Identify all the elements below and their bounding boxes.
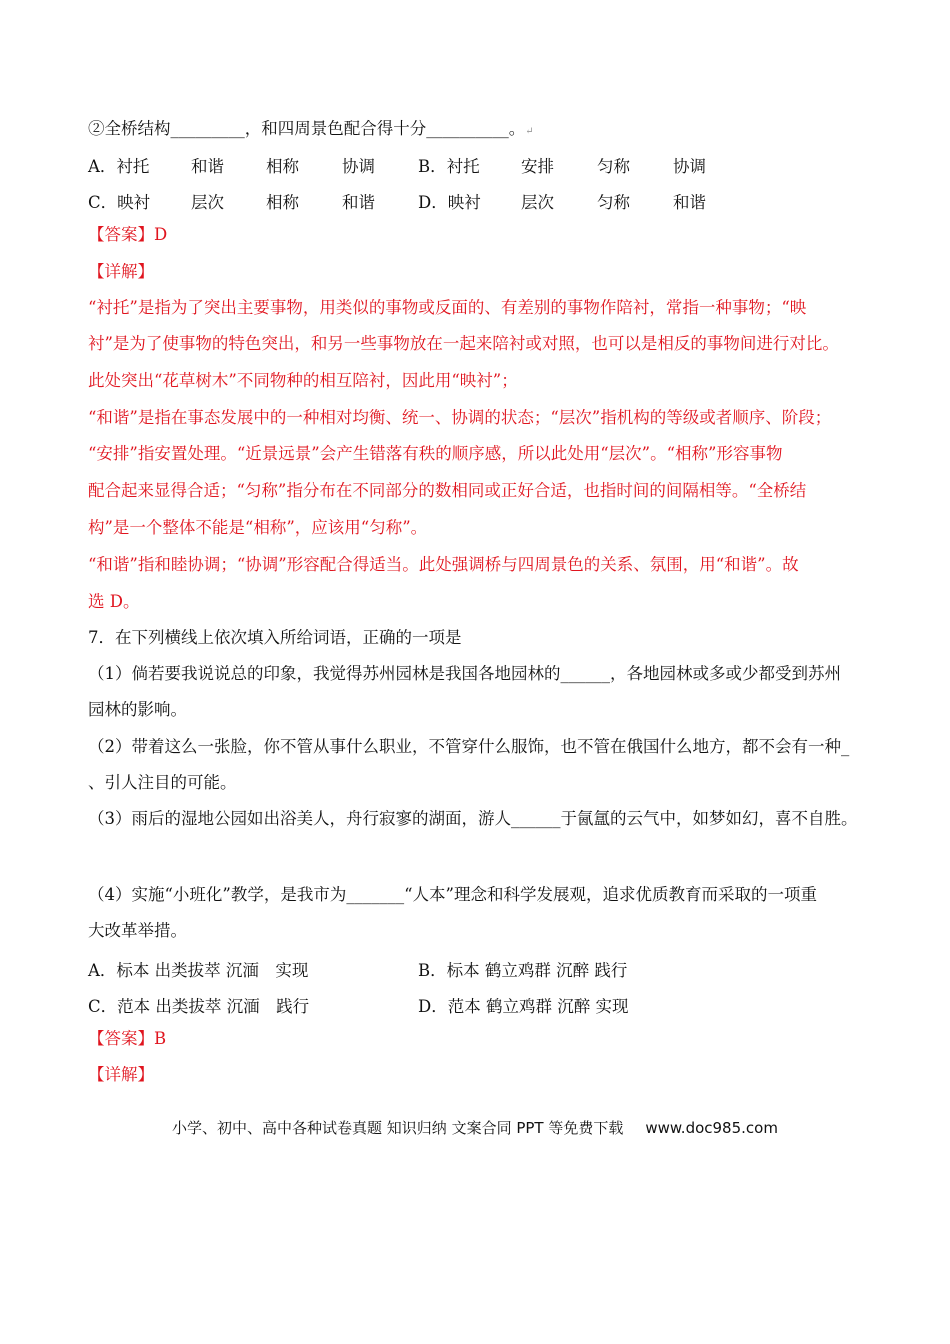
footer-text: 小学、初中、高中各种试卷真题 知识归纳 文案合同 PPT 等免费下载 bbox=[172, 1119, 624, 1137]
answer-7: 【答案】B bbox=[88, 1029, 167, 1048]
option-b-word: 匀称 bbox=[597, 157, 630, 176]
question-7-item: 大改革举措。 bbox=[88, 921, 187, 940]
option-c-word: 和谐 bbox=[342, 193, 375, 212]
question-7-stem: 7．在下列横线上依次填入所给词语，正确的一项是 bbox=[88, 628, 462, 647]
question-7-item: 园林的影响。 bbox=[88, 700, 187, 719]
answer-6: 【答案】D bbox=[88, 225, 168, 244]
page-footer bbox=[0, 1117, 950, 1138]
option-d-word: 和谐 bbox=[673, 193, 706, 212]
q7-option-d: D．范本 鹤立鸡群 沉醉 实现 bbox=[418, 997, 629, 1016]
explanation-line: 构”是一个整体不能是“相称”，应该用“匀称”。 bbox=[88, 518, 428, 537]
explanation-line: “安排”指安置处理。“近景远景”会产生错落有秩的顺序感，所以此处用“层次”。“相称”形容事物 bbox=[88, 444, 783, 463]
question-6-part-2: ②全桥结构_________，和四周景色配合得十分__________。↵ bbox=[88, 119, 534, 138]
option-c-label: C．映衬 bbox=[88, 193, 151, 212]
question-7-item: （4）实施“小班化”教学，是我市为_______“人本”理念和科学发展观，追求优质教育而采取的一项重 bbox=[88, 885, 817, 904]
option-d-label: D．映衬 bbox=[418, 193, 481, 212]
explanation-line: 此处突出“花草树木”不同物种的相互陪衬，因此用“映衬”； bbox=[88, 371, 518, 390]
option-d-word: 匀称 bbox=[597, 193, 630, 212]
option-b-label: B．衬托 bbox=[418, 157, 480, 176]
option-c-word: 层次 bbox=[191, 193, 224, 212]
explanation-line: 选 D。 bbox=[88, 592, 140, 611]
explanation-line: “和谐”是指在事态发展中的一种相对均衡、统一、协调的状态；“层次”指机构的等级或者顺序、阶段； bbox=[88, 408, 832, 427]
option-c-word: 相称 bbox=[266, 193, 299, 212]
explanation-line: 衬”是为了使事物的特色突出，和另一些事物放在一起来陪衬或对照，也可以是相反的事物间进行对比。 bbox=[88, 334, 839, 353]
option-a-word: 协调 bbox=[342, 157, 375, 176]
option-b-word: 安排 bbox=[521, 157, 554, 176]
question-7-item: 、引人注目的可能。 bbox=[88, 773, 237, 792]
footer-url-link[interactable]: www.doc985.com bbox=[645, 1119, 778, 1137]
explanation-line: “衬托”是指为了突出主要事物，用类似的事物或反面的、有差别的事物作陪衬，常指一种事物；“映 bbox=[88, 298, 807, 317]
detail-label-6: 【详解】 bbox=[88, 262, 154, 281]
option-b-word: 协调 bbox=[673, 157, 706, 176]
option-a-word: 和谐 bbox=[191, 157, 224, 176]
option-a-label: A．衬托 bbox=[88, 157, 150, 176]
question-7-item: （2）带着这么一张脸，你不管从事什么职业，不管穿什么服饰，也不管在俄国什么地方，都不会有一种_ bbox=[88, 737, 850, 756]
question-7-item: （3）雨后的湿地公园如出浴美人，舟行寂寥的湖面，游人______于氤氲的云气中，如梦如幻，喜不自胜。 bbox=[88, 809, 858, 828]
explanation-line: “和谐”指和睦协调；“协调”形容配合得适当。此处强调桥与四周景色的关系、氛围，用“和谐”。故 bbox=[88, 555, 799, 574]
q7-option-b: B．标本 鹤立鸡群 沉醉 践行 bbox=[418, 961, 628, 980]
explanation-line: 配合起来显得合适；“匀称”指分布在不同部分的数相同或正好合适，也指时间的间隔相等。“全桥结 bbox=[88, 481, 807, 500]
option-d-word: 层次 bbox=[521, 193, 554, 212]
question-7-item: （1）倘若要我说说总的印象，我觉得苏州园林是我国各地园林的______，各地园林或多或少都受到苏州 bbox=[88, 664, 841, 683]
detail-label-7: 【详解】 bbox=[88, 1065, 154, 1084]
q7-option-a: A．标本 出类拔萃 沉湎 实现 bbox=[88, 961, 309, 980]
q7-option-c: C．范本 出类拔萃 沉湎 践行 bbox=[88, 997, 310, 1016]
option-a-word: 相称 bbox=[266, 157, 299, 176]
